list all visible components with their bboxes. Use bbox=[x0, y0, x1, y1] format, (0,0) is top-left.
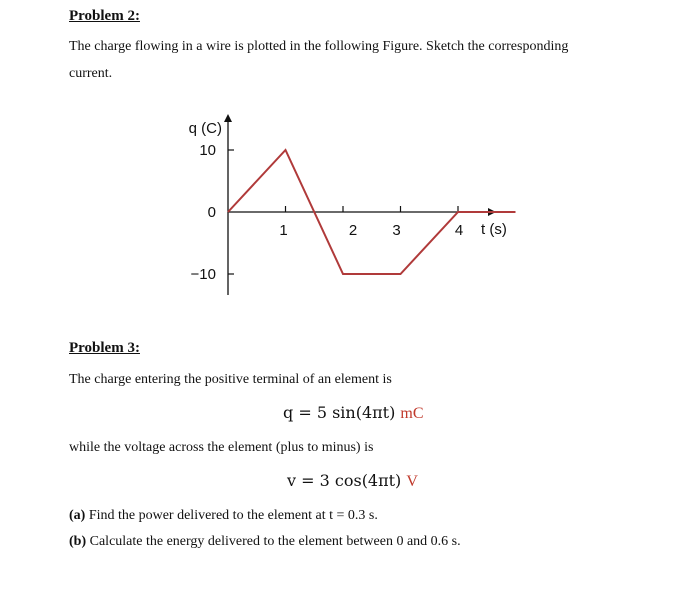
voltage-equation bbox=[287, 471, 418, 491]
y-tick-label-3: −10 bbox=[190, 266, 216, 283]
part-b-label: (b) bbox=[69, 534, 87, 549]
voltage-equation-unit: V bbox=[406, 473, 418, 490]
x-tick-label-1: 1 bbox=[279, 222, 288, 239]
problem3-middle: while the voltage across the element (plus to minus) is bbox=[69, 440, 374, 455]
problem2-heading: Problem 2: bbox=[69, 8, 140, 24]
y-axis-label: q (C) bbox=[188, 120, 222, 137]
charge-equation bbox=[283, 403, 424, 423]
charge-equation-unit: mC bbox=[400, 405, 424, 422]
charge-equation-main: q = 5 sin(4πt) bbox=[283, 403, 396, 422]
x-tick-label-4: 4 bbox=[454, 222, 464, 239]
problem3-intro: The charge entering the positive terminal of an element is bbox=[69, 372, 392, 387]
x-axis-label: t (s) bbox=[481, 221, 507, 238]
part-b bbox=[69, 534, 461, 550]
part-a-label: (a) bbox=[69, 508, 86, 523]
problem2-text-line1: The charge flowing in a wire is plotted in the following Figure. Sketch the corresponding bbox=[69, 39, 569, 54]
problem3-heading: Problem 3: bbox=[69, 340, 140, 356]
part-a bbox=[69, 508, 378, 524]
y-tick-label-1: 10 bbox=[199, 142, 216, 159]
problem2-text-line2: current. bbox=[69, 66, 113, 81]
part-b-text: Calculate the energy delivered to the element between 0 and 0.6 s. bbox=[89, 534, 461, 549]
part-a-text: Find the power delivered to the element at t = 0.3 s. bbox=[88, 508, 378, 523]
x-tick-label-3: 3 bbox=[392, 222, 401, 239]
voltage-equation-main: v = 3 cos(4πt) bbox=[287, 471, 402, 490]
y-tick-label-2: 0 bbox=[207, 204, 216, 221]
x-tick-label-2: 2 bbox=[348, 222, 358, 239]
